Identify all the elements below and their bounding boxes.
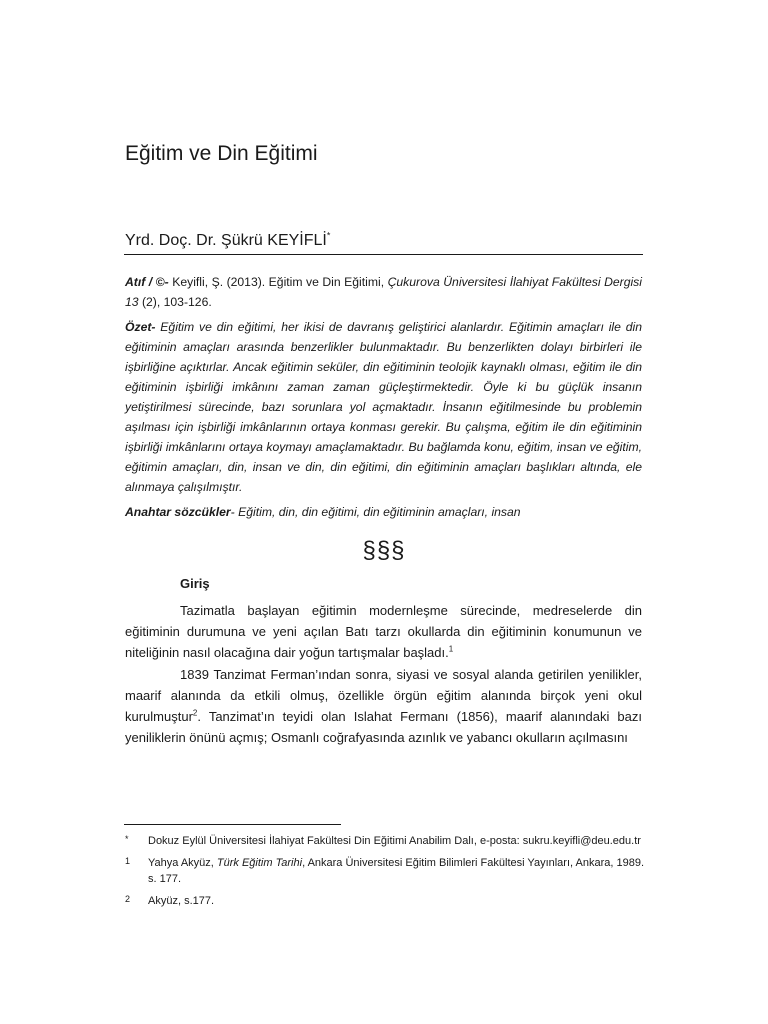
footnote-author [125, 833, 645, 849]
footnote-text: Akyüz, s.177. [148, 895, 215, 907]
footnote-2 [125, 893, 645, 909]
footnote-mark: 2 [125, 894, 131, 904]
keywords [125, 502, 642, 522]
abstract [125, 317, 642, 497]
footnote-mark: * [125, 834, 129, 844]
footnote-ref-1[interactable]: 1 [448, 644, 454, 654]
footnote-text: Dokuz Eylül Üniversitesi İlahiyat Fakültesi Din Eğitimi Anabilim Dalı, e-posta: sukru.keyifli@deu.edu.tr [148, 835, 641, 847]
abstract-block [125, 272, 642, 527]
article-title: Eğitim ve Din Eğitimi [125, 142, 318, 165]
intro-heading: Giriş [180, 576, 210, 591]
paragraph-2-text-b: . Tanzimat’ın teyidi olan Islahat Fermanı (1856), maarif alanındaki bazı yeniliklerin önünü açmış; Osmanlı coğrafyasında azınlık ve yabancı okulların açılmasını [125, 709, 642, 745]
author-footnote-mark[interactable]: * [326, 230, 331, 241]
keywords-label: Anahtar sözcükler [125, 505, 231, 519]
body-paragraph-2 [125, 664, 642, 748]
abstract-label: Özet- [125, 320, 156, 334]
keywords-text: - Eğitim, din, din eğitimi, din eğitiminin amaçları, insan [230, 505, 521, 519]
footnote-mark: 1 [125, 856, 131, 866]
footnote-book-title: Türk Eğitim Tarihi [216, 857, 303, 869]
author-name: Yrd. Doç. Dr. Şükrü KEYİFLİ [125, 232, 327, 249]
footnote-divider [124, 824, 341, 825]
footnote-text: Yahya Akyüz, [148, 857, 217, 869]
abstract-text: Eğitim ve din eğitimi, her ikisi de davranış geliştirici alanlardır. Eğitimin amaçları ile din eğitiminin amaçları arasında benzerlikler bulunmaktadır. Bu benzerlikten dolayı birbirleri ile işbirliğine açıktırlar. Ancak eğitimin seküler, din eğitiminin teolojik kaynaklı olması, eğitim ile din eğitiminin işbirliği imkânını zaman zaman güçleştirmektedir. Öyle ki bu güçlük insanın yetiştirilmesi sürecinde, bazı sorunlara yol açmaktadır. İnsanın eğitilmesinde bu problemin aşılması için işbirliği imkânlarının ortaya konması gerekir. Bu çalışma, eğitim ile din eğitiminin işbirliği imkânlarını ortaya koymayı amaçlamaktadır. Bu bağlamda konu, eğitim, insan ve eğitim, eğitimin amaçları, din, insan ve din, din eğitimi, din eğitiminin amaçları başlıkları altında, ele alınmaya çalışılmıştır. [125, 320, 642, 494]
citation [125, 272, 642, 312]
citation-journal: Çukurova Üniversitesi İlahiyat Fakültesi Dergisi 13 [125, 275, 642, 309]
citation-label: Atıf / ©- [125, 275, 169, 289]
section-separator: §§§ [362, 537, 406, 564]
footnote-ref-2[interactable]: 2 [192, 708, 198, 718]
footnote-1 [125, 855, 645, 887]
citation-text: Keyifli, Ş. (2013). Eğitim ve Din Eğitimi, [168, 275, 388, 289]
footnote-text: , Ankara Üniversitesi Eğitim Bilimleri Fakültesi Yayınları, Ankara, 1989. s. 177. [148, 857, 645, 885]
paragraph-1-text: Tazimatla başlayan eğitimin modernleşme sürecinde, medreselerde din eğitiminin durumuna ve yeni açılan Batı tarzı okullarda din eğitiminin konumunun ve niteliğinin nasıl olacağına dair yoğun tartışmalar başladı. [125, 603, 642, 660]
title-divider [124, 254, 643, 255]
body-paragraph-1 [125, 600, 642, 663]
author-line [125, 232, 330, 250]
citation-pages: (2), 103-126. [138, 295, 212, 309]
paragraph-2-text-a: 1839 Tanzimat Ferman’ından sonra, siyasi ve sosyal alanda getirilen yenilikler, maarif alanında da etkili olmuş, özellikle örgün eğitim alanında birçok yeni okul kurulmuştur [125, 667, 642, 724]
footnotes [125, 833, 645, 915]
